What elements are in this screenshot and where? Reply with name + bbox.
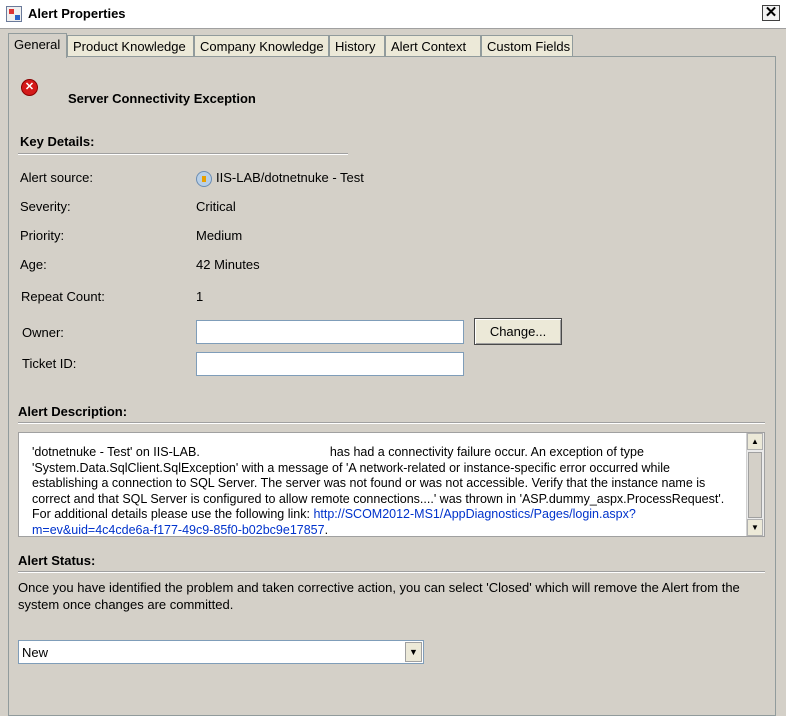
scroll-down-arrow-icon[interactable]: ▼ (747, 519, 763, 536)
scroll-thumb[interactable] (748, 452, 762, 518)
alert-source-value: IIS-LAB/dotnetnuke - Test (216, 170, 364, 185)
owner-label: Owner: (22, 325, 64, 340)
repeat-count-value: 1 (196, 289, 204, 304)
severity-label: Severity: (20, 199, 71, 214)
error-icon: ✕ (21, 79, 38, 96)
resolution-state-value: New (22, 645, 49, 660)
tab-general[interactable]: General (8, 33, 67, 58)
alert-description-heading: Alert Description: (18, 404, 128, 419)
description-text-start: 'dotnetnuke - Test' on IIS-LAB. (32, 445, 200, 459)
ticket-id-field[interactable] (196, 352, 464, 376)
repeat-count-label: Repeat Count: (21, 289, 105, 304)
alert-description-text (32, 444, 732, 537)
monitored-object-icon (196, 171, 212, 187)
age-value: 42 Minutes (196, 257, 260, 272)
alert-status-heading: Alert Status: (18, 553, 96, 568)
window-title: Alert Properties (28, 6, 126, 21)
owner-field[interactable] (196, 320, 464, 344)
key-details-heading: Key Details: (20, 134, 95, 149)
link-suffix: . (324, 522, 329, 537)
app-icon (6, 6, 22, 22)
tab-history[interactable]: History (329, 35, 385, 57)
diagnostics-link[interactable]: http://SCOM2012-MS1/AppDiagnostics/Pages/login.aspx?m=ev&uid=4c4cde6a-f177-49c9-85f0-b02bc9e17857 (32, 507, 636, 537)
alert-description-box[interactable] (18, 432, 765, 537)
description-scrollbar[interactable] (746, 433, 764, 536)
redacted-region (200, 444, 330, 456)
tab-product-knowledge[interactable]: Product Knowledge (67, 35, 194, 57)
alert-status-help-text: Once you have identified the problem and taken corrective action, you can select 'Closed' which will remove the Alert from the system once changes are committed. (18, 580, 740, 612)
title-bar (0, 0, 786, 29)
priority-label: Priority: (20, 228, 65, 243)
key-details-separator (18, 153, 348, 155)
dropdown-arrow-icon[interactable]: ▼ (405, 642, 422, 662)
alert-source-label: Alert source: (20, 170, 93, 185)
severity-value: Critical (196, 199, 236, 214)
description-text-rest: has had a connectivity failure occur. An exception of type 'System.Data.SqlClient.SqlException' with a message of 'A network-related or instance-specific error occurred while establishing a connection to SQL Server. The server was not found or was not accessible. Verify that the instance name is correct and that SQL Server is configured to allow remote connections....' was thrown in 'ASP.dummy_aspx.ProcessRequest'. For additional details please use the following link: (32, 445, 725, 521)
ticket-id-label: Ticket ID: (22, 356, 77, 371)
priority-value: Medium (196, 228, 243, 243)
tab-custom-fields[interactable]: Custom Fields (481, 35, 573, 57)
change-owner-button[interactable]: Change... (474, 318, 562, 345)
tab-alert-context[interactable]: Alert Context (385, 35, 481, 57)
scroll-up-arrow-icon[interactable]: ▲ (747, 433, 763, 450)
age-label: Age: (20, 257, 47, 272)
description-separator (18, 422, 765, 424)
status-separator (18, 571, 765, 573)
alert-name: Server Connectivity Exception (68, 91, 256, 106)
tab-company-knowledge[interactable]: Company Knowledge (194, 35, 329, 57)
resolution-state-dropdown[interactable] (18, 640, 424, 664)
close-button[interactable]: ✕ (762, 5, 780, 21)
general-tab-panel (8, 56, 776, 716)
